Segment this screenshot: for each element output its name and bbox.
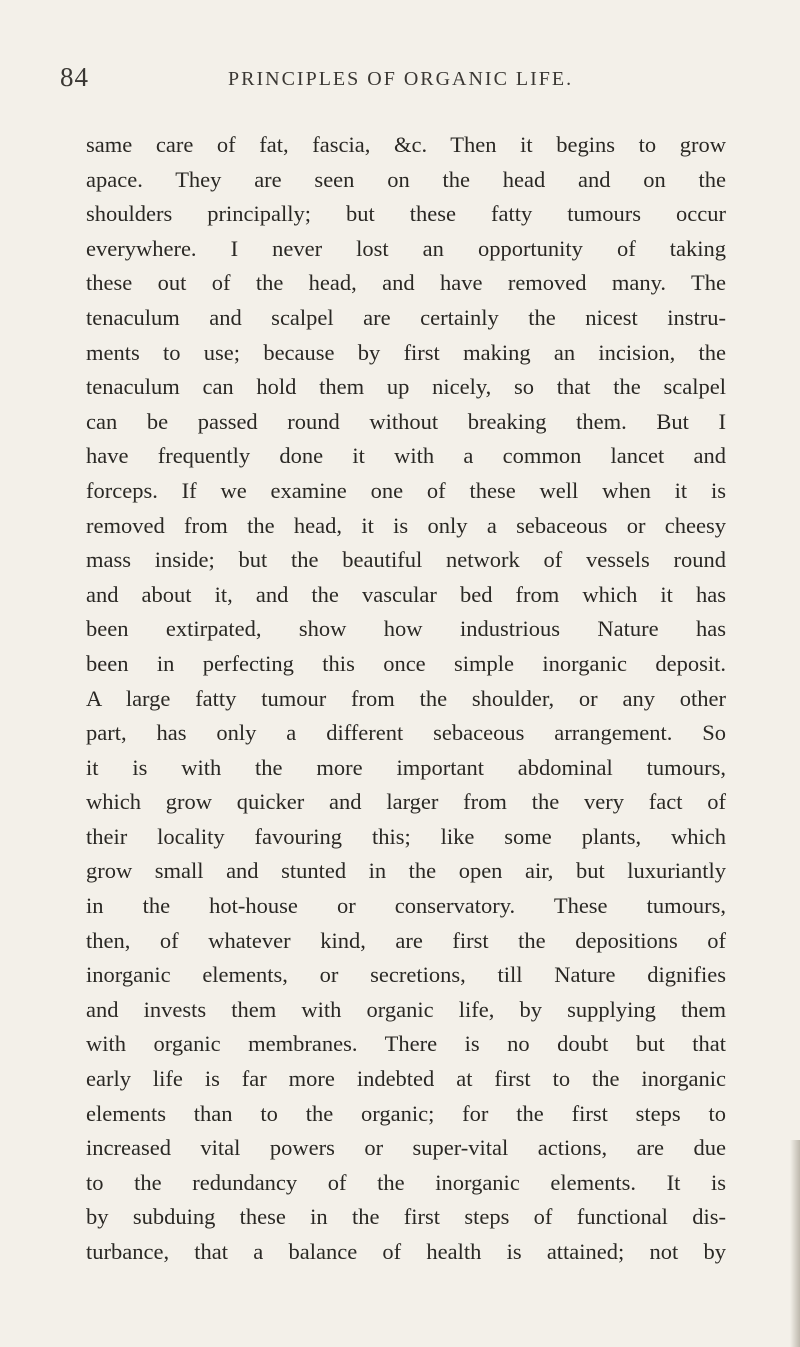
text-line: with organic membranes. There is no doubt but that: [86, 1031, 726, 1057]
text-line: part, has only a different sebaceous arrangement. So: [86, 720, 726, 746]
text-line: same care of fat, fascia, &c. Then it begins to grow: [86, 132, 726, 157]
text-line: by subduing these in the first steps of functional dis-: [86, 1204, 726, 1230]
text-line: can be passed round without breaking them. But I: [86, 408, 726, 434]
text-line: which grow quicker and larger from the very fact of: [86, 789, 726, 815]
text-line: been in perfecting this once simple inorganic deposit.: [86, 650, 726, 676]
text-line: then, of whatever kind, are first the depositions of: [86, 927, 726, 953]
body-text: [86, 128, 726, 1270]
text-line: grow small and stunted in the open air, but luxuriantly: [86, 858, 726, 884]
text-line: mass inside; but the beautiful network of vessels round: [86, 547, 726, 573]
text-line: it is with the more important abdominal tumours,: [86, 754, 726, 780]
text-line: been extirpated, show how industrious Nature has: [86, 616, 726, 642]
text-line: and about it, and the vascular bed from which it has: [86, 581, 726, 607]
running-head: [60, 62, 760, 102]
text-line: early life is far more indebted at first to the inorganic: [86, 1066, 726, 1092]
text-line: everywhere. I never lost an opportunity of taking: [86, 235, 726, 261]
page-edge-shadow: [790, 1140, 800, 1347]
text-line: have frequently done it with a common lancet and: [86, 443, 726, 469]
text-line: to the redundancy of the inorganic elements. It is: [86, 1169, 726, 1195]
text-line: apace. They are seen on the head and on the: [86, 166, 726, 192]
text-line: increased vital powers or super-vital actions, are due: [86, 1135, 726, 1161]
text-line: ments to use; because by first making an incision, the: [86, 339, 726, 365]
text-line: removed from the head, it is only a sebaceous or cheesy: [86, 512, 726, 538]
text-line: inorganic elements, or secretions, till Nature dignifies: [86, 962, 726, 988]
text-line: turbance, that a balance of health is attained; not by: [86, 1239, 726, 1264]
text-line: tenaculum can hold them up nicely, so that the scalpel: [86, 374, 726, 400]
text-line: and invests them with organic life, by supplying them: [86, 996, 726, 1022]
text-line: in the hot-house or conservatory. These tumours,: [86, 893, 726, 919]
text-line: these out of the head, and have removed many. The: [86, 270, 726, 296]
page-number: 84: [60, 62, 89, 92]
text-line: A large fatty tumour from the shoulder, or any other: [86, 685, 726, 711]
text-line: tenaculum and scalpel are certainly the nicest instru-: [86, 304, 726, 330]
running-title: PRINCIPLES OF ORGANIC LIFE.: [228, 68, 574, 90]
text-line: forceps. If we examine one of these well when it is: [86, 477, 726, 503]
text-line: elements than to the organic; for the first steps to: [86, 1100, 726, 1126]
text-line: shoulders principally; but these fatty tumours occur: [86, 201, 726, 227]
text-line: their locality favouring this; like some plants, which: [86, 823, 726, 849]
